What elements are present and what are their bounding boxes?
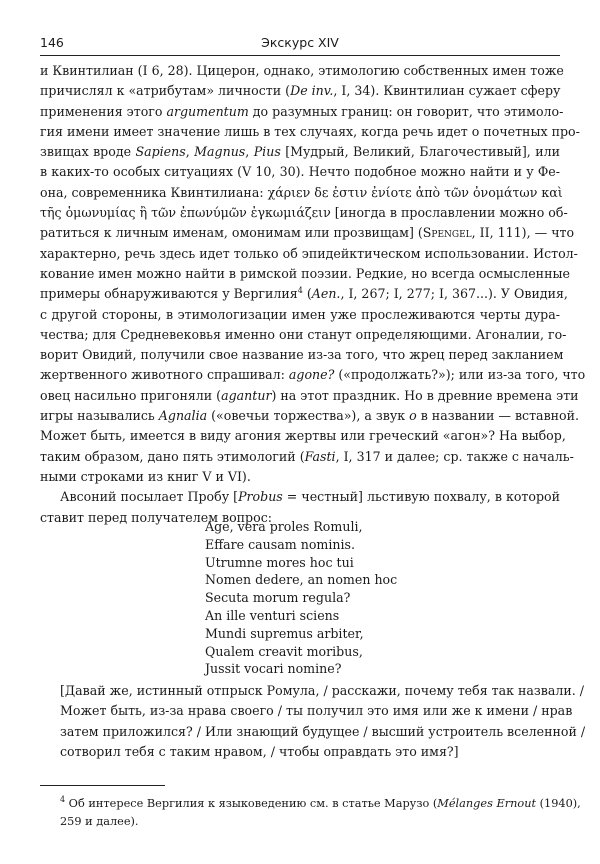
translation-line: затем приложился? / Или знающий будущее / высший устроитель вселенной / [60, 723, 586, 739]
footnote-marker: 4 [60, 795, 66, 805]
text-line [40, 447, 574, 467]
running-title: Экскурс XIV [261, 35, 339, 50]
text-segment: , I, 317 и далее; ср. также с началь- [335, 448, 574, 464]
verse-line: Utrumne mores hoc tui [205, 554, 354, 570]
text-segment: примеры обнаруживаются у Вергилия [40, 286, 298, 302]
text-line [40, 386, 579, 406]
text-line [40, 406, 580, 426]
text-segment: Magnus [194, 144, 246, 160]
footnote-marker: 4 [297, 286, 303, 296]
text-segment: = честный] льстивую похвалу, в которой [282, 489, 560, 505]
text-segment: кование имен можно найти в римской поэзии. Редкие, но всегда осмысленные [40, 265, 570, 281]
text-segment: , II, 111), — что [471, 225, 575, 241]
text-segment: , [245, 144, 254, 160]
text-segment: Pius [253, 144, 281, 160]
text-segment: agantur [221, 387, 272, 403]
verse-line: Mundi supremus arbiter, [205, 625, 364, 641]
translation-line: сотворил тебя с таким нравом, / чтобы оправдать это имя?] [60, 743, 459, 759]
text-segment: ) на этот праздник. Но в древние времена эти [271, 387, 579, 403]
text-segment: и Квинтилиан (I 6, 28). Цицерон, однако, этимологию собственных имен тоже [40, 63, 564, 78]
footnote [40, 795, 581, 831]
text-segment: овец насильно пригоняли ( [40, 387, 222, 403]
text-segment: применения этого [40, 103, 167, 119]
latin-verse [205, 518, 397, 678]
text-segment: игры назывались [40, 408, 159, 424]
text-segment: ворит Овидий, получили свое название из-за того, что жрец перед закланием [40, 347, 564, 363]
text-segment: Об интересе Вергилия к языковедению см. в статье Марузо ( [65, 797, 438, 810]
text-line [40, 162, 560, 182]
text-segment: Spengel [422, 225, 472, 241]
text-line [40, 305, 560, 325]
text-segment: («овечьи торжества»), а звук [207, 408, 410, 424]
text-segment: Agnalia [158, 408, 208, 424]
text-segment: , [185, 144, 195, 160]
verse-translation [60, 681, 586, 762]
main-text [40, 61, 586, 528]
text-line [40, 426, 566, 446]
verse-line: Nomen dedere, an nomen hoc [205, 572, 398, 588]
text-segment: причислял к «атрибутам» личности ( [40, 83, 291, 99]
text-segment: гия имени имеет значение лишь в тех случаях, когда речь идет о почетных про- [40, 123, 580, 139]
text-segment: argumentum [166, 103, 249, 119]
text-segment: Mélanges Ernout [437, 797, 537, 810]
translation-line: [Давай же, истинный отпрыск Ромула, / расскажи, почему тебя так назвали. / [60, 683, 585, 698]
text-line [40, 325, 567, 345]
text-segment: характерно, речь здесь идет только об эпидейктическом использовании. Истол- [40, 245, 578, 261]
text-line [40, 345, 564, 365]
text-segment: , I, 34). Квинтилиан сужает сферу [333, 83, 561, 99]
text-segment: ставит перед получателем вопрос: [40, 509, 273, 525]
text-segment: с другой стороны, в этимологизации имен уже прослеживаются черты дура- [40, 306, 560, 322]
text-segment: ными строками из книг V и VI). [40, 468, 251, 484]
text-segment: agone? [288, 367, 335, 383]
text-segment: De inv. [290, 83, 334, 99]
text-line [40, 183, 563, 203]
text-segment: в названии — вставной. [416, 408, 580, 424]
text-segment: τῆς ὁμωνυμίας ἢ τῶν ἐπωνύμῶν ἐγκωμιάζειν [иногда в прославлении можно об- [40, 205, 568, 221]
text-line [40, 365, 586, 385]
text-segment: в каких-то особых ситуациях (V 10, 30). Нечто подобное можно найти и у Фе- [40, 164, 560, 180]
text-segment: ратиться к личным именам, омонимам или прозвищам] ( [40, 225, 423, 241]
text-segment: Авсоний посылает Пробу [ [60, 489, 239, 505]
translation-line: Может быть, из-за нрава своего / ты получил это имя или же к имени / нрав [60, 703, 573, 719]
footnote-line [40, 795, 581, 813]
verse-line: Age, vera proles Romuli, [205, 519, 363, 534]
text-segment: (1940), [536, 797, 581, 810]
text-segment: Probus [238, 489, 283, 505]
text-segment: Sapiens [135, 144, 186, 160]
verse-line: Jussit vocari nomine? [205, 661, 342, 677]
text-line [40, 223, 575, 243]
text-segment: o [409, 408, 417, 424]
text-line [40, 203, 568, 223]
text-segment: жертвенного животного спрашивал: [40, 367, 289, 383]
page-number: 146 [40, 35, 64, 50]
verse-line: An ille venturi sciens [205, 607, 340, 623]
text-line [40, 122, 580, 142]
text-line [40, 142, 560, 162]
footnote-line [40, 813, 560, 831]
text-line [40, 102, 564, 122]
text-segment: , I, 267; I, 277; I, 367...). У Овидия, [340, 286, 568, 302]
text-line [40, 284, 568, 304]
text-segment: звищах вроде [40, 144, 136, 160]
running-header [40, 33, 560, 56]
text-line [40, 467, 560, 487]
text-line [40, 61, 564, 81]
text-segment: [Мудрый, Великий, Благочестивый], или [280, 144, 560, 160]
text-segment: 259 и далее). [60, 815, 139, 828]
text-segment: она, современника Квинтилиана: χάριεν δε ἐστιν ἐνίοτε ἀπὸ τῶν ὀνομάτων καὶ [40, 184, 563, 200]
text-segment: («продолжать?»); или из-за того, что [334, 367, 586, 383]
text-segment: ( [302, 286, 312, 302]
text-segment: чества; для Средневековья именно они станут определяющими. Агоналии, го- [40, 326, 567, 342]
footnote-divider [40, 785, 165, 786]
verse-line: Secuta morum regula? [205, 590, 351, 606]
text-line [40, 244, 578, 264]
text-line [40, 487, 560, 507]
text-line [40, 81, 560, 101]
text-segment: Может быть, имеется в виду агония жертвы или греческий «агон»? На выбор, [40, 428, 566, 444]
verse-line: Qualem creavit moribus, [205, 643, 363, 659]
text-line [40, 264, 570, 284]
verse-line: Effare causam nominis. [205, 536, 355, 552]
text-segment: до разумных границ: он говорит, что этимоло- [248, 103, 564, 119]
text-segment: таким образом, дано пять этимологий ( [40, 448, 305, 464]
text-segment: Aen. [311, 286, 341, 302]
text-segment: Fasti [304, 448, 336, 464]
